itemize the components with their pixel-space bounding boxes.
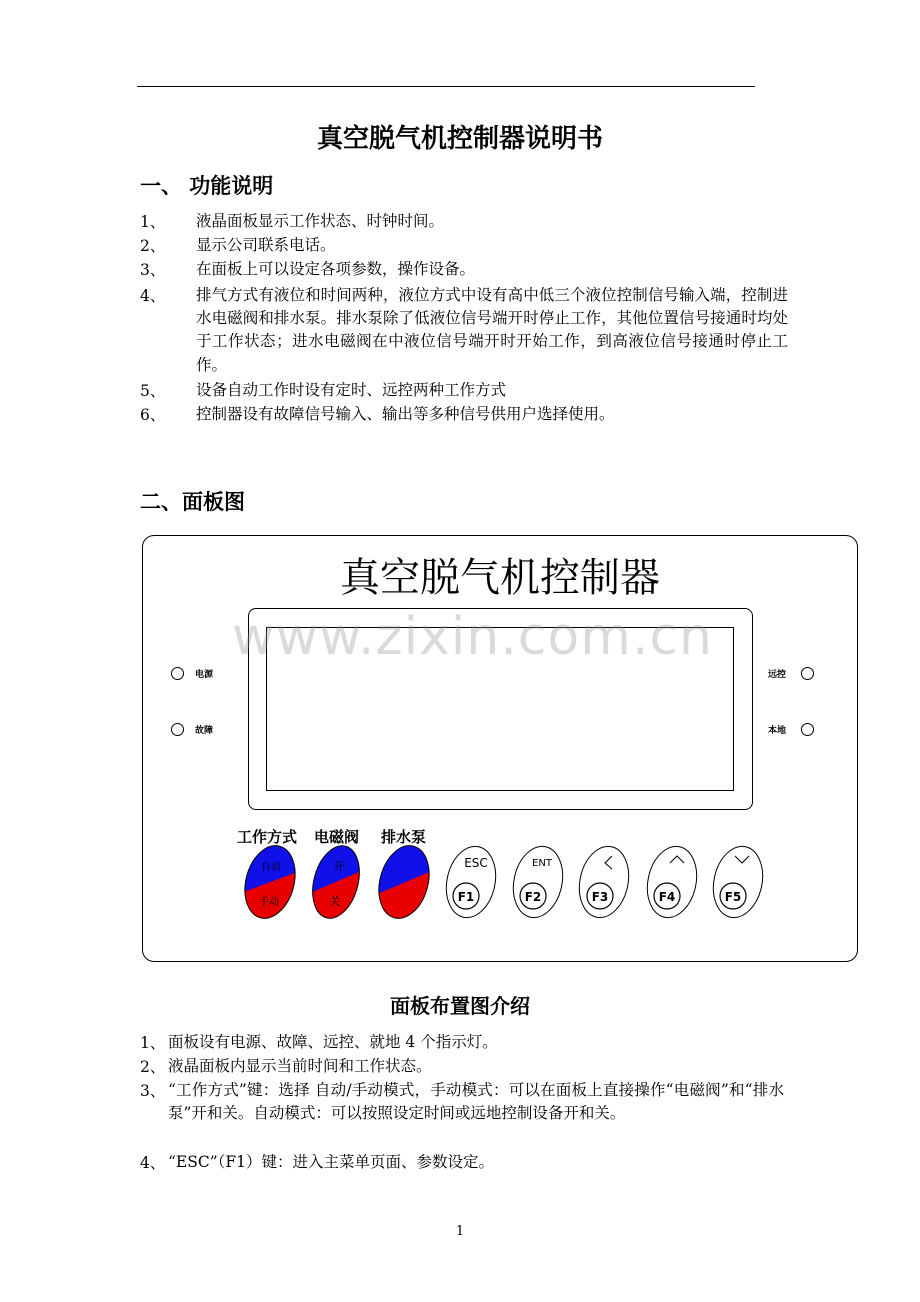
- list-item-text: “工作方式”键：选择 自动/手动模式，手动模式：可以在面板上直接操作“电磁阀”和“排水泵”开和关。自动模式：可以按照设定时间或远地控制设备开和关。: [168, 1081, 784, 1123]
- header-rule: [137, 86, 755, 87]
- f4-key-label: F4: [658, 890, 676, 904]
- page-number: 1: [455, 1224, 465, 1239]
- list-item-text: 在面板上可以设定各项参数，操作设备。: [196, 260, 476, 278]
- valve-close-label: 关: [329, 895, 341, 908]
- valve-button-label: 电磁阀: [314, 828, 360, 846]
- valve-button[interactable]: [303, 836, 373, 926]
- list-item-number: 4、: [140, 1154, 166, 1172]
- local-led-label: 本地: [768, 726, 787, 736]
- list-item-number: 3、: [140, 1082, 166, 1100]
- list-item-text: 显示公司联系电话。: [196, 236, 336, 254]
- list-item-number: 4、: [140, 287, 166, 305]
- list-item-text: 面板设有电源、故障、远控、就地 4 个指示灯。: [168, 1033, 498, 1051]
- list-item-text: “ESC”（F1）键：进入主菜单页面、参数设定。: [168, 1153, 495, 1171]
- panel-title: 真空脱气机控制器: [340, 555, 660, 601]
- fault-led-icon: [171, 723, 184, 736]
- remote-led-label: 远控: [768, 670, 787, 680]
- down-f5-key[interactable]: [707, 842, 769, 922]
- ent-key-label: ENT: [532, 858, 552, 869]
- f2-key-label: F2: [524, 890, 542, 904]
- list-item-text: 设备自动工作时设有定时、远控两种工作方式: [196, 381, 507, 399]
- list-item-number: 3、: [140, 261, 166, 279]
- up-f4-key[interactable]: [641, 842, 703, 922]
- power-led-label: 电源: [195, 670, 214, 680]
- mode-auto-label: 自动: [261, 862, 281, 873]
- f1-key-label: F1: [457, 890, 475, 904]
- remote-led-icon: [801, 667, 814, 680]
- panel-intro-heading: 面板布置图介绍: [390, 994, 530, 1018]
- document-title: 真空脱气机控制器说明书: [316, 124, 603, 154]
- ent-f2-key[interactable]: [507, 842, 569, 922]
- pump-button[interactable]: [368, 836, 448, 926]
- f5-key-label: F5: [724, 890, 742, 904]
- list-item-number: 6、: [140, 406, 166, 424]
- mode-button[interactable]: [233, 836, 313, 926]
- watermark: www.zixin.com.cn: [232, 607, 713, 667]
- local-led-icon: [801, 723, 814, 736]
- list-item-text: 排气方式有液位和时间两种，液位方式中设有高中低三个液位控制信号输入端，控制进水电磁阀和排水泵。排水泵除了低液位信号端开时停止工作，其他位置信号接通时均处于工作状态；进水电磁阀在中液位信号端开时开始工作，到高液位信号接通时停止工作。: [196, 286, 788, 374]
- esc-f1-key[interactable]: [440, 842, 502, 922]
- controller-panel: [142, 535, 858, 962]
- valve-open-label: 开: [333, 860, 345, 873]
- f3-key-label: F3: [591, 890, 609, 904]
- pump-button-label: 排水泵: [381, 828, 427, 846]
- mode-manual-label: 手动: [259, 897, 279, 908]
- list-item-number: 1、: [140, 213, 166, 231]
- esc-key-label: ESC: [464, 856, 488, 870]
- mode-button-label: 工作方式: [237, 828, 298, 846]
- section1-heading: 一、 功能说明: [140, 174, 274, 198]
- section2-heading: 二、面板图: [140, 490, 245, 514]
- power-led-icon: [171, 667, 184, 680]
- list-item-text: 控制器设有故障信号输入、输出等多种信号供用户选择使用。: [196, 405, 615, 423]
- panel-buttons: [143, 836, 859, 926]
- list-item-number: 1、: [140, 1034, 166, 1052]
- list-item-text: 液晶面板显示工作状态、时钟时间。: [196, 212, 445, 230]
- list-item-text: 液晶面板内显示当前时间和工作状态。: [168, 1057, 432, 1075]
- left-f3-key[interactable]: [573, 842, 635, 922]
- list-item-number: 5、: [140, 382, 166, 400]
- fault-led-label: 故障: [195, 726, 214, 736]
- list-item-number: 2、: [140, 1058, 166, 1076]
- list-item-number: 2、: [140, 237, 166, 255]
